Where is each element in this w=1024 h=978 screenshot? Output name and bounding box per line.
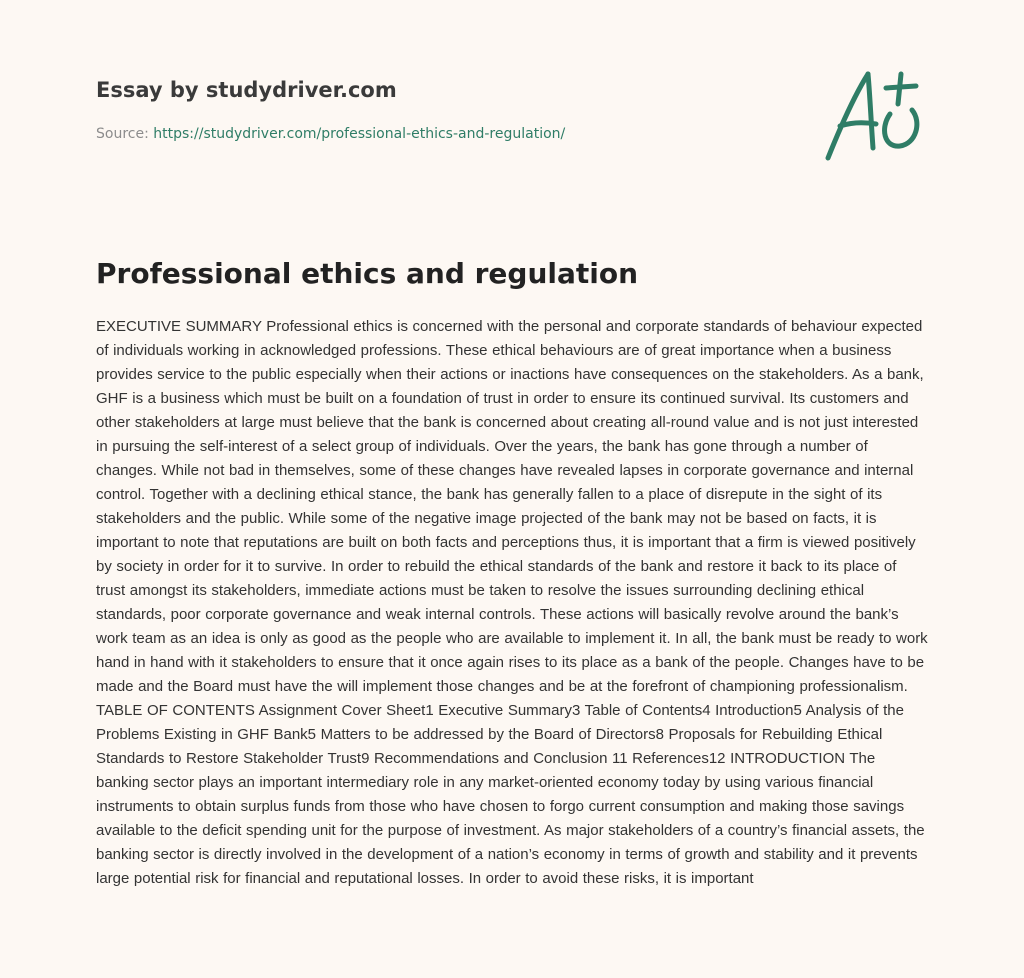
brand-title: Essay by studydriver.com <box>96 78 397 102</box>
essay-body: EXECUTIVE SUMMARY Professional ethics is concerned with the personal and corporate standards of behaviour expected of individuals working in acknowledged professions. These ethical behaviours are of great importance when a business provides service to the public especially when their actions or inactions have consequences on the stakeholders. As a bank, GHF is a business which must be built on a foundation of trust in order to ensure its continued survival. Its customers and other stakeholders at large must believe that the bank is concerned about creating all-round value and is not just interested in pursuing the self-interest of a select group of individuals. Over the years, the bank has gone through a number of changes. While not bad in themselves, some of these changes have revealed lapses in corporate governance and internal control. Together with a declining ethical stance, the bank has generally fallen to a place of disrepute in the sight of its stakeholders and the public. While some of the negative image projected of the bank may not be based on facts, it is important to note that reputations are built on both facts and perceptions thus, it is important that a firm is viewed positively by society in order for it to survive. In order to rebuild the ethical standards of the bank and restore it back to its place of trust amongst its stakeholders, immediate actions must be taken to resolve the issues surrounding declining ethical standards, poor corporate governance and weak internal controls. These actions will basically revolve around the bank’s work team as an idea is only as good as the people who are available to implement it. In all, the bank must be ready to work hand in hand with it stakeholders to ensure that it once again rises to its place as a bank of the people. Changes have to be made and the Board must have the will implement those changes and be at the forefront of championing professionalism. TABLE OF CONTENTS Assignment Cover Sheet1 Executive Summary3 Table of Contents4 Introduction5 Analysis of the Problems Existing in GHF Bank5 Matters to be addressed by the Board of Directors8 Proposals for Rebuilding Ethical Standards to Restore Stakeholder Trust9 Recommendations and Conclusion 11 References12 INTRODUCTION The banking sector plays an important intermediary role in any market-oriented economy today by using various financial instruments to obtain surplus funds from those who have chosen to forgo current consumption and making those savings available to the deficit spending unit for the purpose of investment. As major stakeholders of a country’s financial assets, the banking sector is directly involved in the development of a nation’s economy in terms of growth and stability and it prevents large potential risk for financial and reputational losses. In order to avoid these risks, it is important <box>96 318 928 887</box>
source-label: Source: <box>96 126 154 142</box>
source-link[interactable]: https://studydriver.com/professional-ethics-and-regulation/ <box>153 126 566 142</box>
essay-title: Professional ethics and regulation <box>96 257 639 290</box>
a-plus-logo-icon <box>818 66 928 166</box>
source-line <box>96 124 796 144</box>
page-header <box>96 76 796 144</box>
